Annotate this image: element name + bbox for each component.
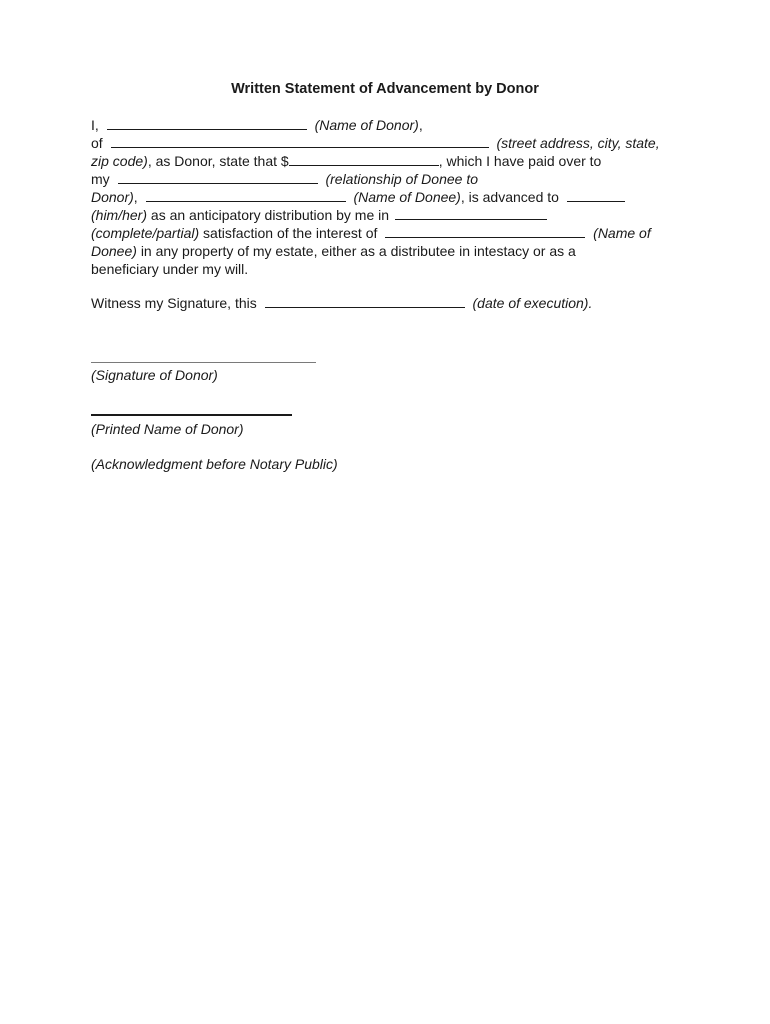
execution-date-hint: (date of execution). — [472, 295, 593, 311]
execution-date-blank[interactable] — [265, 295, 465, 308]
statement-line-6 — [91, 206, 547, 224]
relationship-hint: (relationship of Donee to — [325, 171, 478, 187]
printed-name-label: (Printed Name of Donor) — [91, 421, 244, 437]
acknowledgment-text: (Acknowledgment before Notary Public) — [91, 456, 338, 472]
address-blank[interactable] — [111, 135, 489, 148]
statement-line-2 — [91, 134, 660, 152]
signature-line[interactable] — [91, 362, 316, 363]
statement-line-7 — [91, 224, 651, 242]
amount-blank[interactable] — [289, 153, 439, 166]
beneficiary-text: beneficiary under my will. — [91, 261, 249, 277]
distribution-text: as an anticipatory distribution by me in — [150, 207, 390, 223]
state-that-text: , as Donor, state that $ — [147, 153, 289, 169]
paid-over-text: , which I have paid over to — [438, 153, 602, 169]
donee-interest-hint: (Name of — [593, 225, 651, 241]
extent-hint: (complete/partial) — [91, 225, 200, 241]
property-text: in any property of my estate, either as a distributee in intestacy or as a — [140, 243, 576, 259]
satisfaction-text: satisfaction of the interest of — [203, 225, 378, 241]
statement-line-1 — [91, 116, 423, 134]
statement-line-5 — [91, 188, 625, 206]
text-my: my — [91, 171, 110, 187]
donee-name-blank[interactable] — [146, 189, 346, 202]
donor-name-hint: (Name of Donor) — [314, 117, 419, 133]
witness-text: Witness my Signature, this — [91, 295, 257, 311]
printed-name-line[interactable] — [91, 414, 292, 416]
pronoun-hint: (him/her) — [91, 207, 148, 223]
comma: , — [418, 117, 423, 133]
statement-line-4 — [91, 170, 478, 188]
donee-interest-hint-end: Donee) — [91, 243, 137, 259]
donee-name-hint: (Name of Donee) — [353, 189, 461, 205]
document-title: Written Statement of Advancement by Donor — [231, 81, 539, 97]
statement-line-8 — [91, 242, 576, 260]
text-i: I, — [91, 117, 99, 133]
donor-name-blank[interactable] — [107, 117, 307, 130]
advanced-to-text: , is advanced to — [460, 189, 559, 205]
witness-line — [91, 294, 592, 312]
signature-label: (Signature of Donor) — [91, 367, 218, 383]
comma: , — [133, 189, 138, 205]
relationship-hint-end: Donor) — [91, 189, 134, 205]
relationship-blank[interactable] — [118, 171, 318, 184]
statement-line-3 — [91, 152, 601, 170]
statement-line-9 — [91, 260, 248, 278]
address-hint: (street address, city, state, — [496, 135, 660, 151]
zip-code-hint: zip code) — [91, 153, 148, 169]
extent-blank[interactable] — [395, 207, 547, 220]
pronoun-blank[interactable] — [567, 189, 625, 202]
donee-interest-blank[interactable] — [385, 225, 585, 238]
text-of: of — [91, 135, 103, 151]
